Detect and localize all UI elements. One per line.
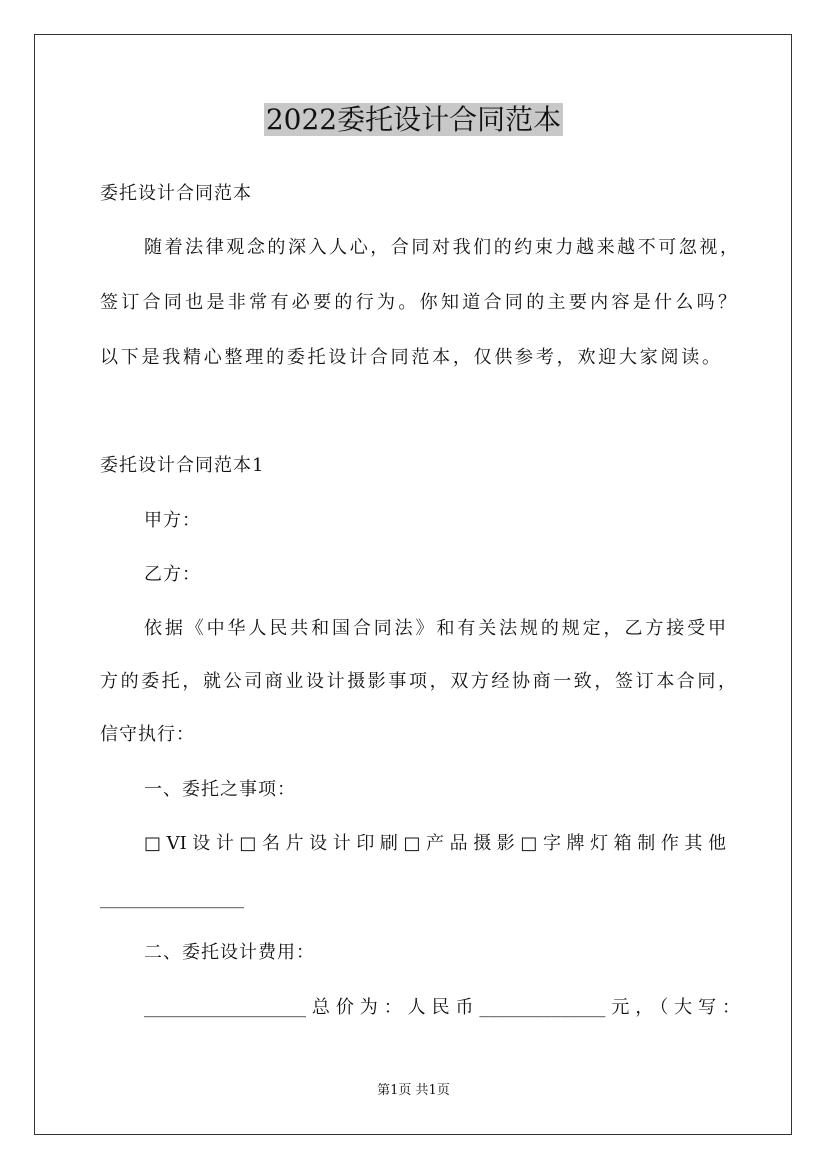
item1-blank: ________________ xyxy=(100,888,244,909)
subtitle: 委托设计合同范本 xyxy=(100,183,252,204)
clause-intro-line-3: 信守执行： xyxy=(100,724,195,745)
intro-line-1: 随着法律观念的深入人心，合同对我们的约束力越来越不可忽视， xyxy=(144,237,738,258)
document-title: 2022委托设计合同范本 xyxy=(265,103,562,136)
item2-price: __________________总价为：人民币______________元，（大写： xyxy=(144,997,740,1018)
item1-heading: 一、委托之事项： xyxy=(144,779,296,800)
clause-intro-line-2: 方的委托，就公司商业设计摄影事项，双方经协商一致，签订本合同， xyxy=(100,671,736,692)
item1-options: □VI设计□名片设计印刷□产品摄影□字牌灯箱制作其他 xyxy=(144,833,726,854)
intro-line-3: 以下是我精心整理的委托设计合同范本，仅供参考，欢迎大家阅读。 xyxy=(100,347,720,368)
intro-line-2: 签订合同也是非常有必要的行为。你知道合同的主要内容是什么吗？ xyxy=(100,292,736,313)
section-heading: 委托设计合同范本1 xyxy=(100,455,265,476)
item2-heading: 二、委托设计费用： xyxy=(144,942,315,963)
party-a: 甲方： xyxy=(144,510,201,531)
page-footer: 第1页 共1页 xyxy=(377,1083,450,1098)
clause-intro-line-1: 依据《中华人民共和国合同法》和有关法规的规定，乙方接受甲 xyxy=(144,618,726,639)
party-b: 乙方： xyxy=(144,564,201,585)
